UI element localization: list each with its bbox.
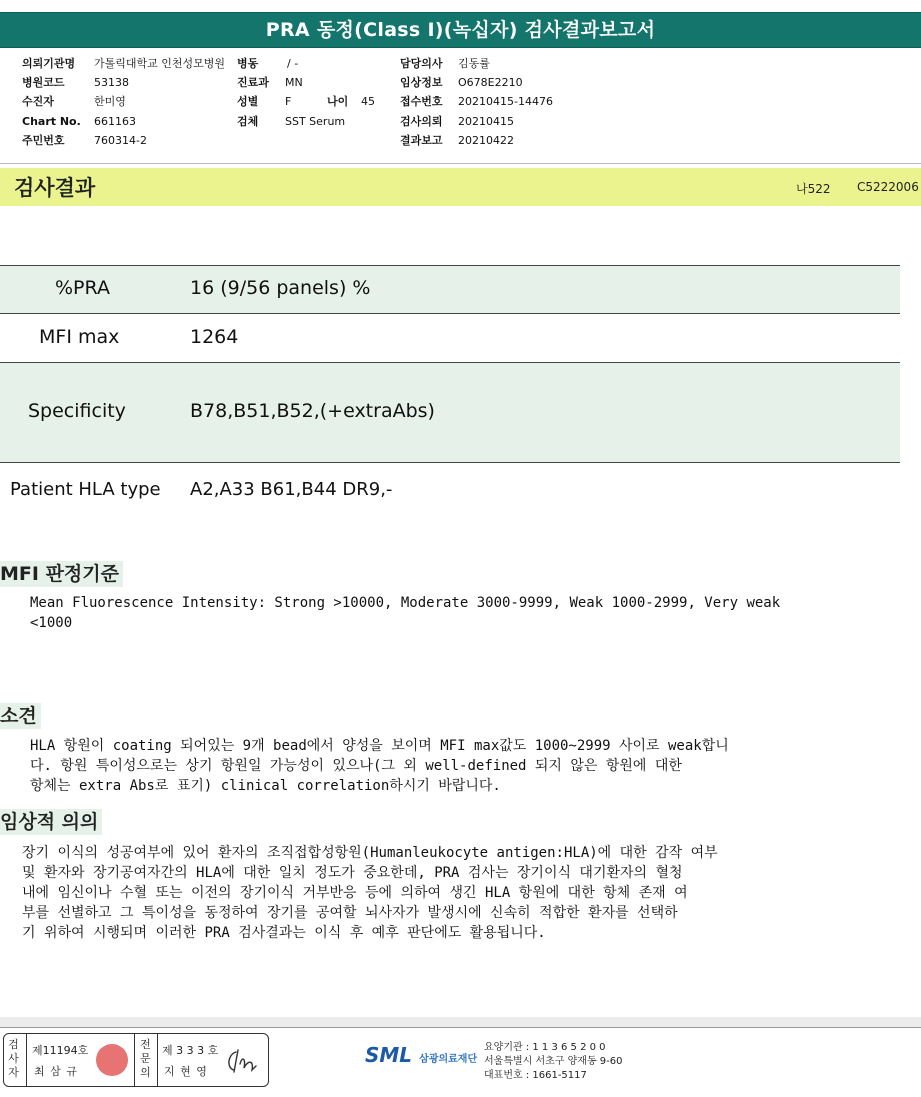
header-col1 [22,57,226,153]
label-department: 진료과 [237,76,269,89]
label-request-date: 검사의뢰 [400,115,443,128]
header-divider [0,163,921,164]
opinion-line: 항체는 extra Abs로 표기) clinical correlation하시기 바랍니다. [30,778,501,794]
value-department: MN [285,76,303,89]
label-specimen: 검체 [237,115,259,128]
signature-icon [222,1046,262,1076]
stamp-divider [134,1034,135,1086]
value-receipt-no: 20210415-14476 [458,95,553,108]
stamp2-label: 전문의 [140,1038,151,1079]
significance-line: 기 위하여 시행되며 이러한 PRA 검사결과는 이식 후 예후 판단에도 활용됩니다. [22,925,546,941]
label-patient: 수진자 [22,95,54,108]
stamp1-number: 제11194호 [32,1044,89,1057]
result-code-2: C5222006 [857,180,919,194]
value-sex: F [285,95,292,108]
stamp2-number: 제 3 3 3 호 [162,1044,219,1057]
row-label-pra: %PRA [55,277,110,299]
org-name: 삼광의료재단 [419,1054,478,1065]
value-patient: 한미영 [94,95,126,108]
significance-line: 내에 임신이나 수혈 또는 이전의 장기이식 거부반응 등에 의하여 생긴 HLA 항원에 대한 항체 존재 여 [22,885,688,901]
org-info [484,1041,623,1083]
significance-line: 장기 이식의 성공여부에 있어 환자의 조직접합성항원(Humanleukocyte antigen:HLA)에 대한 감작 여부 [22,845,718,861]
significance-line: 부를 선별하고 그 특이성을 동정하여 장기를 공여할 뇌사자가 발생시에 신속히 적합한 환자를 선택하 [22,905,678,921]
row-highlight [0,363,900,462]
seal-icon [96,1044,128,1076]
label-sex: 성별 [237,95,259,108]
value-report-date: 20210422 [458,134,514,147]
header-col2 [237,57,375,134]
table-line [0,462,900,463]
label-chart-no: Chart No. [22,115,81,128]
significance-heading: 임상적 의의 [0,809,102,835]
value-age: 45 [361,95,375,108]
row-value-hla-type: A2,A33 B61,B44 DR9,- [190,479,393,500]
label-resident-no: 주민번호 [22,134,65,147]
result-heading: 검사결과 [14,176,96,200]
value-doctor: 김동률 [458,57,490,70]
row-label-hla-type: Patient HLA type [10,479,161,500]
opinion-heading: 소견 [0,703,41,729]
sml-logo-text: SML [365,1043,413,1067]
org-info-line: 대표번호 : 1661-5117 [484,1070,587,1081]
value-specimen: SST Serum [285,115,346,128]
value-request-date: 20210415 [458,115,514,128]
label-age: 나이 [327,95,349,108]
label-report-date: 결과보고 [400,134,443,147]
criteria-line: <1000 [30,615,73,631]
footer-divider [0,1027,921,1028]
value-ward: / - [287,57,299,70]
value-institution: 가톨릭대학교 인천성모병원 [94,57,226,70]
opinion-line: HLA 항원이 coating 되어있는 9개 bead에서 양성을 보이며 MFI max값도 1000~2999 사이로 weak합니 [30,738,729,754]
label-ward: 병동 [237,57,259,70]
result-bar [0,168,921,206]
row-value-mfi: 1264 [190,326,239,348]
report-title: PRA 동정(Class I)(녹십자) 검사결과보고서 [0,12,921,48]
sml-logo [365,1043,477,1067]
signature-box [3,1033,269,1087]
significance-line: 및 환자와 장기공여자간의 HLA에 대한 일치 정도가 중요한데, PRA 검사는 장기이식 대기환자의 혈청 [22,865,683,881]
stamp-divider [157,1034,158,1086]
row-highlight [0,266,900,313]
org-info-line: 서울특별시 서초구 양재동 9-60 [484,1056,623,1067]
org-info-line: 요양기관 : 1 1 3 6 5 2 0 0 [484,1042,606,1053]
header-col3 [400,57,553,153]
table-line [0,313,900,314]
label-institution: 의뢰기관명 [22,57,76,70]
label-doctor: 담당의사 [400,57,443,70]
label-hospital-code: 병원코드 [22,76,65,89]
row-label-mfi: MFI max [39,326,120,348]
stamp1-name: 최 삼 규 [34,1065,78,1078]
stamp2-name: 지 현 영 [164,1065,208,1078]
value-clinical-info: O678E2210 [458,76,523,89]
label-receipt-no: 접수번호 [400,95,443,108]
criteria-heading: MFI 판정기준 [0,561,123,587]
stamp-divider [26,1034,27,1086]
value-resident-no: 760314-2 [94,134,147,147]
value-chart-no: 661163 [94,115,136,128]
row-value-pra: 16 (9/56 panels) % [190,277,371,299]
row-label-specificity: Specificity [28,400,126,422]
criteria-line: Mean Fluorescence Intensity: Strong >10000, Moderate 3000-9999, Weak 1000-2999, Very weak [30,595,781,611]
row-value-specificity: B78,B51,B52,(+extraAbs) [190,400,435,422]
value-hospital-code: 53138 [94,76,129,89]
opinion-line: 다. 항원 특이성으로는 상기 항원일 가능성이 있으나(그 외 well-defined 되지 않은 항원에 대한 [30,758,682,774]
footer-band [0,1017,921,1027]
label-clinical-info: 임상정보 [400,76,443,89]
stamp1-label: 검사자 [8,1038,19,1079]
result-code-1: 나522 [796,182,831,196]
